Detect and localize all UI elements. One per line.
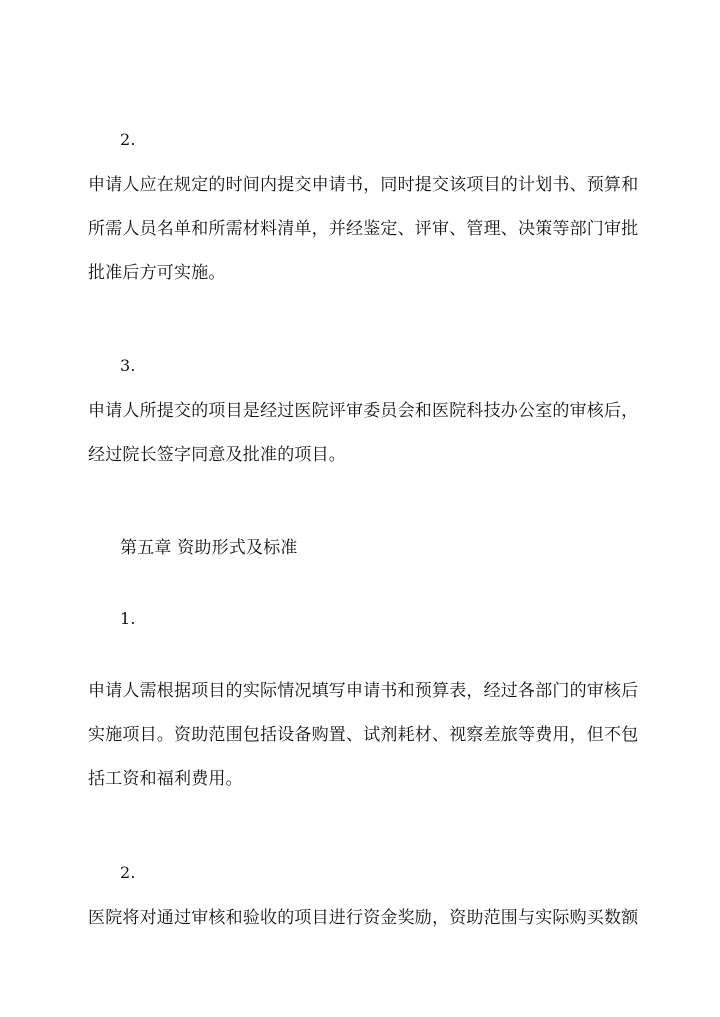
paragraph-line: 医院将对通过审核和验收的项目进行资金奖励，资助范围与实际购买数额	[88, 908, 639, 928]
item-number: 3.	[120, 356, 136, 375]
paragraph-line: 申请人所提交的项目是经过医院评审委员会和医院科技办公室的审核后，	[88, 401, 639, 421]
chapter-heading: 第五章 资助形式及标准	[120, 538, 298, 558]
item-number: 1.	[120, 609, 136, 628]
paragraph-line: 所需人员名单和所需材料清单，并经鉴定、评审、管理、决策等部门审批	[88, 219, 639, 239]
paragraph-line: 批准后方可实施。	[88, 263, 226, 283]
paragraph-line: 申请人需根据项目的实际情况填写申请书和预算表，经过各部门的审核后	[88, 681, 639, 701]
paragraph-line: 经过院长签字同意及批准的项目。	[88, 445, 346, 465]
paragraph-line: 括工资和福利费用。	[88, 769, 243, 789]
item-number: 2.	[120, 130, 136, 149]
item-number: 2.	[120, 863, 136, 882]
paragraph-line: 申请人应在规定的时间内提交申请书，同时提交该项目的计划书、预算和	[88, 175, 639, 195]
paragraph-line: 实施项目。资助范围包括设备购置、试剂耗材、视察差旅等费用，但不包	[88, 725, 639, 745]
